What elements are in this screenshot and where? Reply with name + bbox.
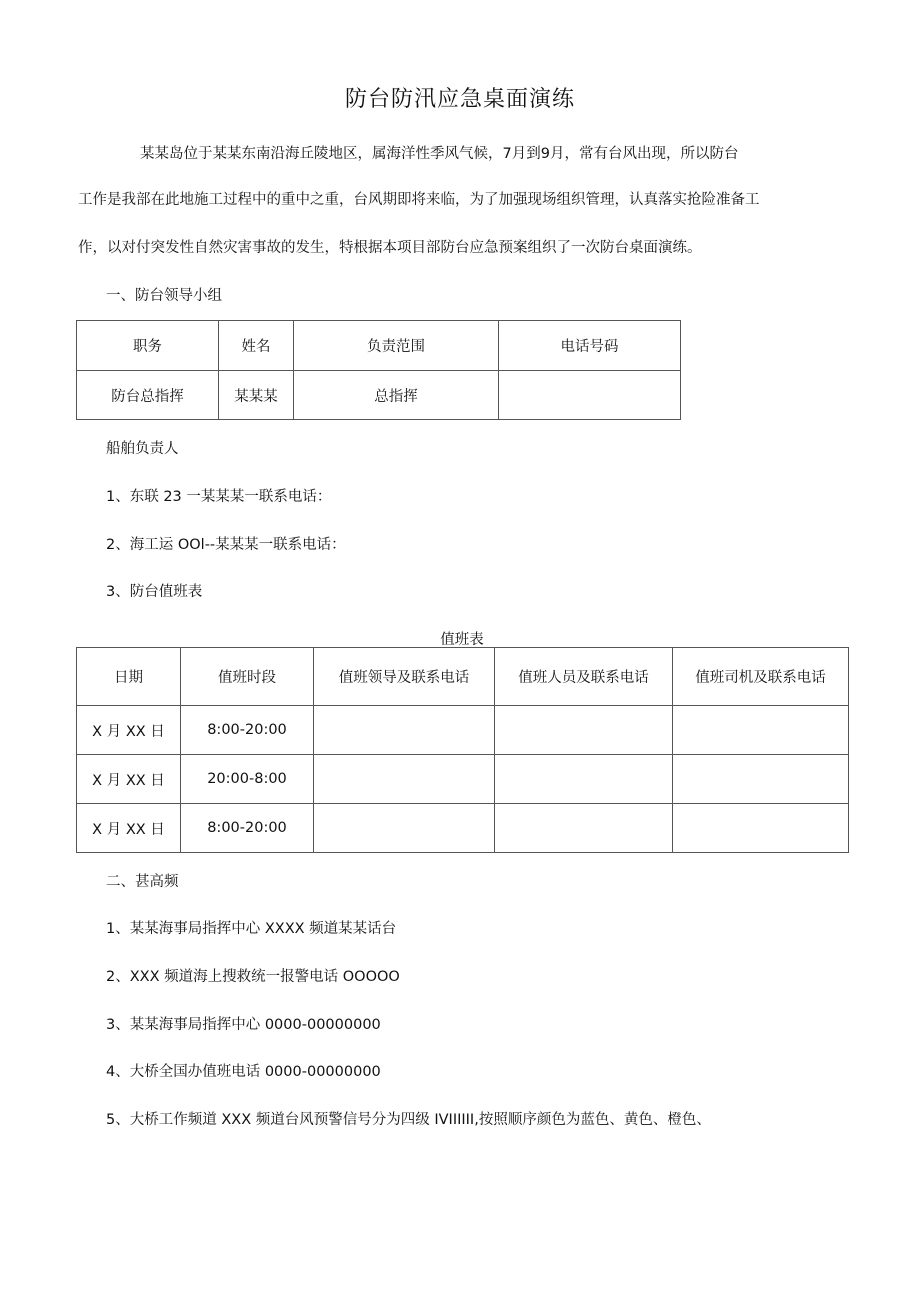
table-cell: 某某某 bbox=[219, 371, 294, 420]
duty-table bbox=[76, 647, 849, 853]
header-cell: 负责范围 bbox=[294, 321, 499, 371]
table-header-row bbox=[77, 321, 681, 371]
list-item: 1、某某海事局指挥中心 XXXX 频道某某话台 bbox=[106, 921, 397, 937]
table-cell bbox=[673, 706, 849, 755]
header-cell: 值班领导及联系电话 bbox=[314, 648, 495, 706]
table-cell: 20:00-8:00 bbox=[181, 755, 314, 804]
list-item: 2、海工运 OOl--某某某一联系电话： bbox=[106, 537, 346, 553]
table-cell bbox=[495, 755, 673, 804]
table-row bbox=[77, 706, 849, 755]
intro-line-2: 工作是我部在此地施工过程中的重中之重，台风期即将来临，为了加强现场组织管理，认真落实抢险准备工 bbox=[78, 192, 760, 208]
table-cell bbox=[499, 371, 681, 420]
table-row bbox=[77, 804, 849, 853]
duty-table-caption: 值班表 bbox=[440, 632, 484, 648]
list-item: 5、大桥工作频道 XXX 频道台风预警信号分为四级 IVIIIIII,按照顺序颜色为蓝色、黄色、橙色、 bbox=[106, 1112, 711, 1128]
header-cell: 电话号码 bbox=[499, 321, 681, 371]
table-row bbox=[77, 755, 849, 804]
header-cell: 姓名 bbox=[219, 321, 294, 371]
list-item: 2、XXX 频道海上搜救统一报警电话 OOOOO bbox=[106, 969, 400, 985]
table-cell: 总指挥 bbox=[294, 371, 499, 420]
section2-heading: 二、甚高频 bbox=[106, 874, 179, 890]
intro-line-1: 某某岛位于某某东南沿海丘陵地区，属海洋性季风气候，7月到9月，常有台风出现，所以防台 bbox=[140, 146, 739, 162]
table-cell bbox=[673, 804, 849, 853]
ship-heading: 船舶负责人 bbox=[106, 441, 179, 457]
table-cell: X 月 XX 日 bbox=[77, 706, 181, 755]
document-title: 防台防汛应急桌面演练 bbox=[344, 87, 575, 112]
table-header-row bbox=[77, 648, 849, 706]
list-item: 4、大桥全国办值班电话 0000-00000000 bbox=[106, 1064, 381, 1080]
table-cell: 8:00-20:00 bbox=[181, 706, 314, 755]
table-cell bbox=[314, 755, 495, 804]
table-cell bbox=[314, 804, 495, 853]
section1-heading: 一、防台领导小组 bbox=[106, 288, 222, 304]
leadership-table bbox=[76, 320, 681, 420]
list-item: 3、防台值班表 bbox=[106, 584, 203, 600]
table-cell bbox=[495, 804, 673, 853]
table-cell: X 月 XX 日 bbox=[77, 804, 181, 853]
header-cell: 值班司机及联系电话 bbox=[673, 648, 849, 706]
intro-line-3: 作，以对付突发性自然灾害事故的发生，特根据本项目部防台应急预案组织了一次防台桌面演练。 bbox=[78, 240, 702, 256]
table-cell bbox=[314, 706, 495, 755]
table-cell bbox=[495, 706, 673, 755]
header-cell: 值班时段 bbox=[181, 648, 314, 706]
table-cell: X 月 XX 日 bbox=[77, 755, 181, 804]
table-row bbox=[77, 371, 681, 420]
list-item: 3、某某海事局指挥中心 0000-00000000 bbox=[106, 1017, 381, 1033]
header-cell: 职务 bbox=[77, 321, 219, 371]
table-cell: 8:00-20:00 bbox=[181, 804, 314, 853]
list-item: 1、东联 23 一某某某一联系电话： bbox=[106, 489, 332, 505]
header-cell: 值班人员及联系电话 bbox=[495, 648, 673, 706]
header-cell: 日期 bbox=[77, 648, 181, 706]
table-cell: 防台总指挥 bbox=[77, 371, 219, 420]
table-cell bbox=[673, 755, 849, 804]
